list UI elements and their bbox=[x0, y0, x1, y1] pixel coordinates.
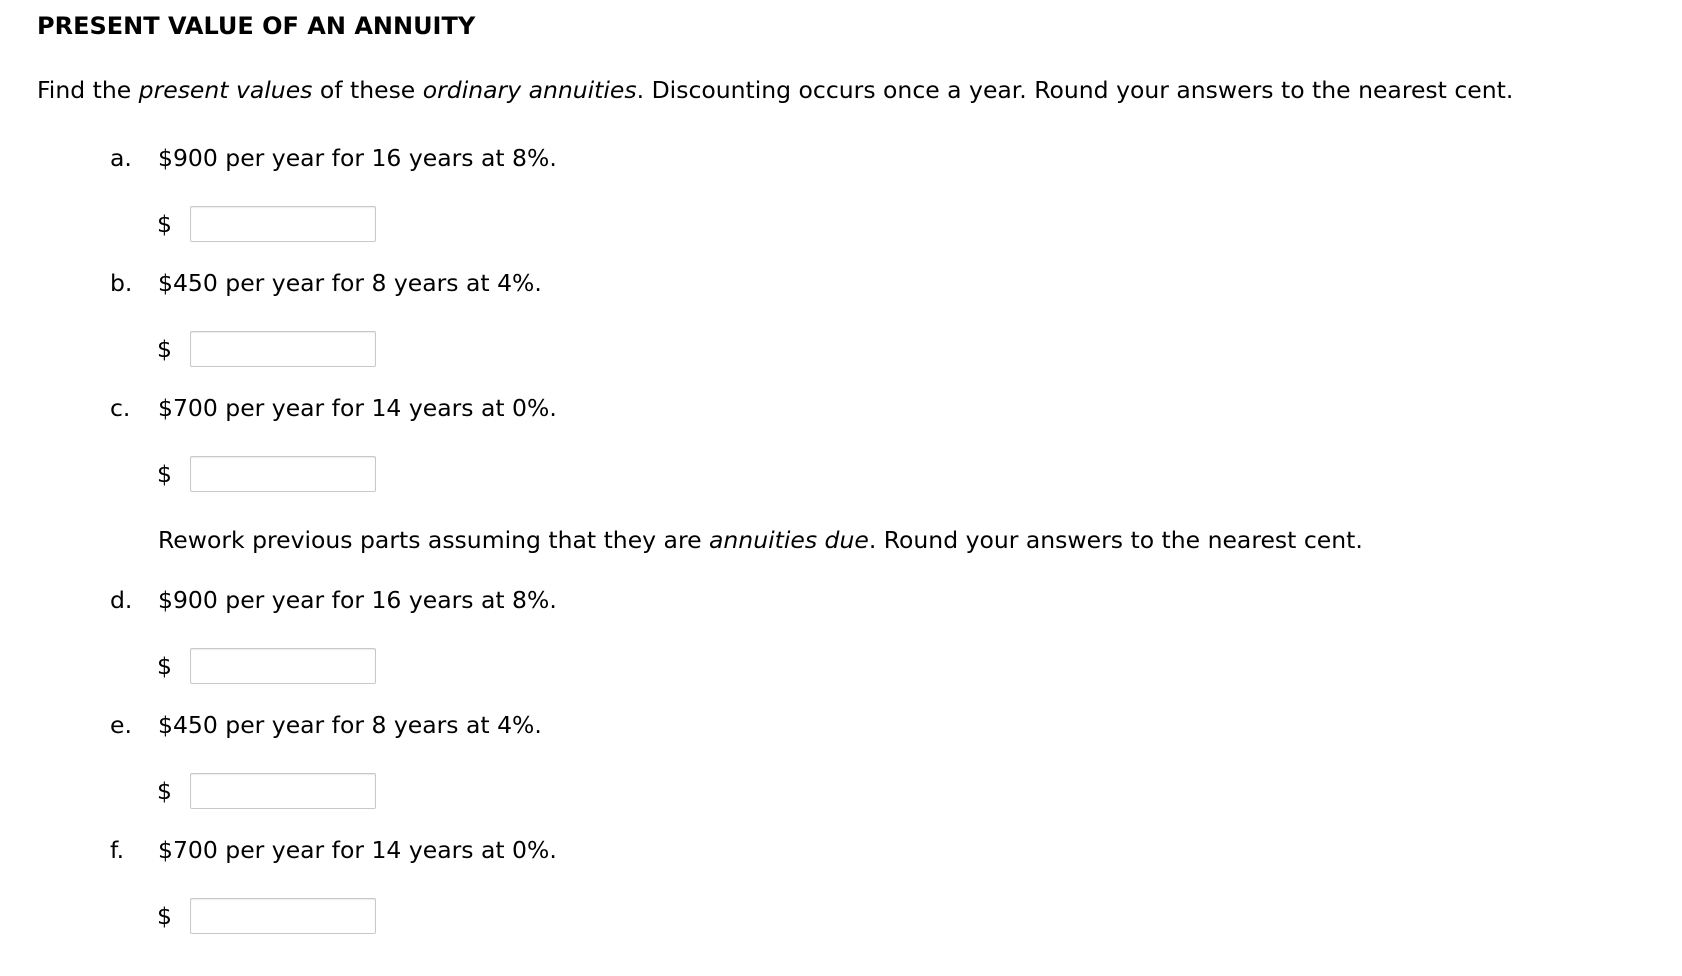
question-text: $700 per year for 14 years at 0%. bbox=[158, 394, 557, 422]
currency-symbol: $ bbox=[157, 902, 172, 930]
rework-emphasis: annuities due bbox=[709, 526, 869, 554]
question-text: $900 per year for 16 years at 8%. bbox=[158, 586, 557, 614]
answer-input-d[interactable] bbox=[190, 648, 376, 684]
question-text: $900 per year for 16 years at 8%. bbox=[158, 144, 557, 172]
rework-instructions bbox=[158, 524, 1363, 556]
answer-input-b[interactable] bbox=[190, 331, 376, 367]
instructions-text: Find the bbox=[37, 76, 139, 104]
question-f bbox=[110, 834, 557, 866]
instructions-emphasis: ordinary annuities bbox=[422, 76, 637, 104]
question-letter: f. bbox=[110, 836, 125, 864]
answer-row-a bbox=[157, 205, 376, 243]
answer-input-c[interactable] bbox=[190, 456, 376, 492]
currency-symbol: $ bbox=[157, 652, 172, 680]
currency-symbol: $ bbox=[157, 777, 172, 805]
question-letter: b. bbox=[110, 269, 133, 297]
question-c bbox=[110, 392, 557, 424]
question-a bbox=[110, 142, 557, 174]
currency-symbol: $ bbox=[157, 460, 172, 488]
answer-input-a[interactable] bbox=[190, 206, 376, 242]
currency-symbol: $ bbox=[157, 335, 172, 363]
instructions bbox=[37, 74, 1513, 106]
answer-row-f bbox=[157, 897, 376, 935]
question-b bbox=[110, 267, 542, 299]
question-letter: d. bbox=[110, 586, 133, 614]
question-e bbox=[110, 709, 542, 741]
rework-text: . Round your answers to the nearest cent. bbox=[868, 526, 1363, 554]
answer-row-b bbox=[157, 330, 376, 368]
instructions-text: of these bbox=[312, 76, 423, 104]
currency-symbol: $ bbox=[157, 210, 172, 238]
question-letter: c. bbox=[110, 394, 131, 422]
answer-row-e bbox=[157, 772, 376, 810]
rework-text: Rework previous parts assuming that they are bbox=[158, 526, 710, 554]
question-d bbox=[110, 584, 557, 616]
answer-row-c bbox=[157, 455, 376, 493]
answer-row-d bbox=[157, 647, 376, 685]
answer-input-e[interactable] bbox=[190, 773, 376, 809]
question-letter: a. bbox=[110, 144, 132, 172]
question-text: $450 per year for 8 years at 4%. bbox=[158, 269, 542, 297]
instructions-emphasis: present values bbox=[138, 76, 313, 104]
question-letter: e. bbox=[110, 711, 132, 739]
instructions-text: . Discounting occurs once a year. Round your answers to the nearest cent. bbox=[636, 76, 1514, 104]
question-text: $700 per year for 14 years at 0%. bbox=[158, 836, 557, 864]
page-title: PRESENT VALUE OF AN ANNUITY bbox=[37, 12, 476, 40]
question-text: $450 per year for 8 years at 4%. bbox=[158, 711, 542, 739]
answer-input-f[interactable] bbox=[190, 898, 376, 934]
